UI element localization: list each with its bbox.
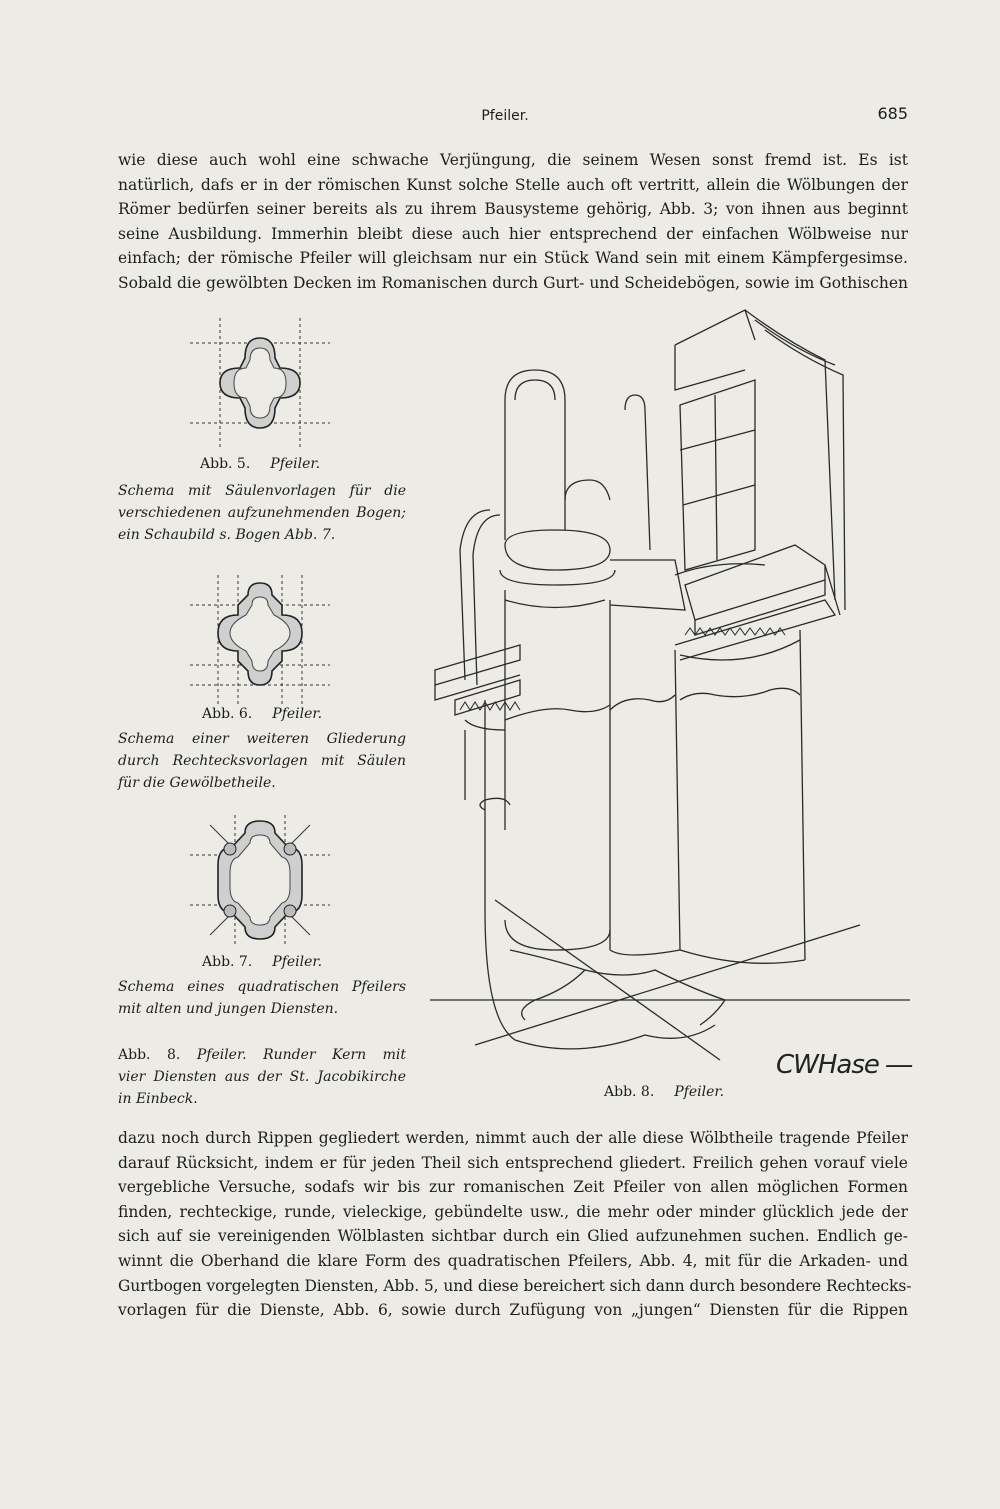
text-line: einfach; der römische Pfeiler will gleichsam nur ein Stück Wand sein mit einem Kämpfergesimse. <box>118 249 908 268</box>
artist-signature <box>776 1050 911 1080</box>
text-line: dazu noch durch Rippen gegliedert werden, nimmt auch der alle diese Wölbtheile tragende Pfeiler <box>118 1129 908 1147</box>
abb5-title: Pfeiler. <box>270 456 321 472</box>
abb8-drawing-number: Abb. 8. <box>604 1084 655 1100</box>
text-line: finden, rechteckige, runde, vieleckige, gebündelte usw., die mehr oder minder glücklich jede der <box>118 1202 908 1221</box>
abb5-number: Abb. 5. <box>200 456 251 472</box>
text-line: wie diese auch wohl eine schwache Verjüngung, die seinem Wesen sonst fremd ist. Es ist <box>118 151 908 169</box>
text-line: Gurtbogen vorgelegten Diensten, Abb. 5, und diese bereichert sich dann durch besondere Rechtecks- <box>118 1276 912 1295</box>
abb7-pier-diagram <box>190 815 330 945</box>
text-line: vergebliche Versuche, sodafs wir bis zur romanischen Zeit Pfeiler von allen möglichen Formen <box>118 1178 908 1197</box>
caption-line: ein Schaubild s. Bogen Abb. 7. <box>118 527 336 543</box>
text-line: winnt die Oberhand die klare Form des quadratischen Pfeilers, Abb. 4, mit für die Arkaden- und <box>118 1251 908 1270</box>
text-line: natürlich, dafs er in der römischen Kunst solche Stelle auch oft vertritt, allein die Wölbungen der <box>118 175 908 194</box>
caption-line: in Einbeck. <box>118 1091 198 1107</box>
caption-line: mit alten und jungen Diensten. <box>118 1001 339 1017</box>
abb8-pier-perspective-drawing <box>425 300 915 1070</box>
abb5-pier-diagram <box>190 318 330 448</box>
abb5-caption <box>118 480 406 546</box>
text-line: vorlagen für die Dienste, Abb. 6, sowie durch Zufügung von „jungen“ Diensten für die Rippen <box>118 1301 908 1320</box>
page-number: 685 <box>877 104 908 123</box>
abb8-caption <box>118 1044 406 1110</box>
abb6-title: Pfeiler. <box>272 706 323 722</box>
abb5-heading <box>200 456 320 472</box>
abb6-heading <box>202 706 322 722</box>
caption-line: durch Rechtecksvorlagen mit Säulen <box>118 753 406 769</box>
caption-line: vier Diensten aus der St. Jacobikirche <box>118 1069 406 1085</box>
caption-line: Schema mit Säulenvorlagen für die <box>118 483 406 499</box>
abb7-caption <box>118 976 406 1020</box>
caption-line: verschiedenen aufzunehmenden Bogen; <box>118 505 406 521</box>
abb8-caption-first: Runder Kern mit <box>263 1047 407 1063</box>
running-header: Pfeiler. <box>481 108 529 124</box>
abb7-number: Abb. 7. <box>202 954 253 970</box>
abb7-title: Pfeiler. <box>272 954 323 970</box>
text-line: Sobald die gewölbten Decken im Romanischen durch Gurt- und Scheidebögen, sowie im Gothischen <box>118 273 908 292</box>
signature-flourish: ― <box>878 1050 912 1080</box>
abb8-drawing-label <box>604 1084 724 1100</box>
text-line: Römer bedürfen seiner bereits als zu ihrem Bausysteme gehörig, Abb. 3; von ihnen aus beginnt <box>118 200 908 219</box>
text-line: sich auf sie vereinigenden Wölblasten sichtbar durch ein Glied aufzunehmen suchen. Endlich ge- <box>118 1227 908 1246</box>
abb8-drawing-title: Pfeiler. <box>674 1084 725 1100</box>
abb6-pier-diagram <box>190 575 330 705</box>
abb6-caption <box>118 728 406 794</box>
text-line: seine Ausbildung. Immerhin bleibt diese auch hier entsprechend der einfachen Wölbweise nur <box>118 224 908 243</box>
text-line: darauf Rücksicht, indem er für jeden Theil sich entsprechend gliedert. Freilich gehen vorauf viele <box>118 1153 908 1172</box>
abb8-number: Abb. 8. <box>118 1047 181 1063</box>
caption-line: Schema einer weiteren Gliederung <box>118 731 406 747</box>
top-paragraph <box>118 148 908 296</box>
artist-signature-text: CWHase <box>776 1050 879 1080</box>
caption-line: für die Gewölbetheile. <box>118 775 276 791</box>
abb7-heading <box>202 954 322 970</box>
abb6-number: Abb. 6. <box>202 706 253 722</box>
bottom-paragraph <box>118 1126 912 1323</box>
abb8-title: Pfeiler. <box>196 1047 247 1063</box>
caption-line <box>118 1044 406 1066</box>
caption-line: Schema eines quadratischen Pfeilers <box>118 979 406 995</box>
